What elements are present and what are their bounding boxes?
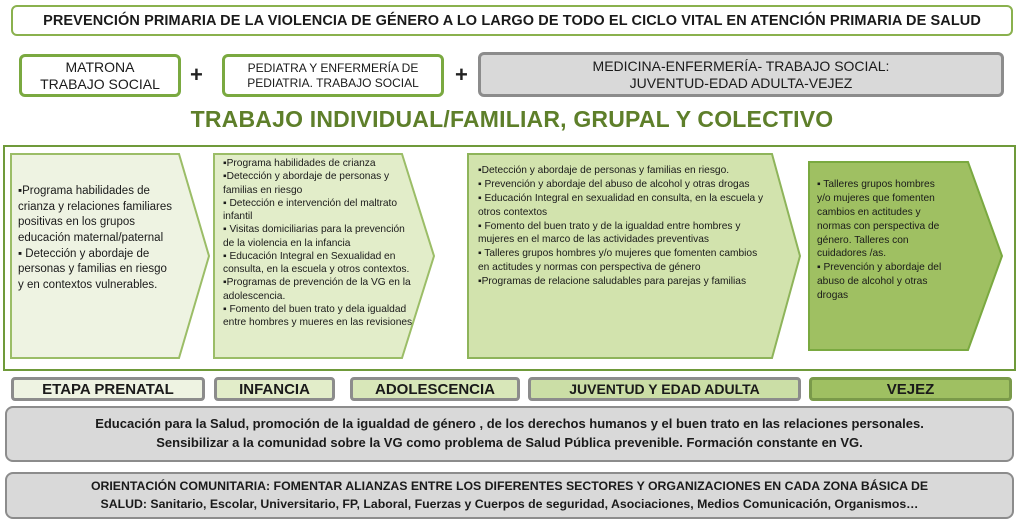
community-banner <box>5 472 1014 519</box>
panel-vejez <box>817 178 947 303</box>
list-item: ▪Detección y abordaje de personas y familias en riesgo <box>223 171 390 196</box>
list-item: ▪Programas de relacione saludables para parejas y familias <box>478 276 747 287</box>
stage-vejez: VEJEZ <box>809 377 1012 401</box>
stage-infancia: INFANCIA <box>214 377 335 401</box>
list-item: ▪Programa habilidades de crianza y relaciones familiares positivas en los grupos educación maternal/paternal <box>18 185 173 244</box>
list-item: ▪Detección y abordaje de personas y familias en riesgo. <box>478 165 730 176</box>
banner-line: Educación para la Salud, promoción de la igualdad de género , de los derechos humanos y el buen trato en las relaciones personales. <box>95 416 924 432</box>
list-item: ▪ Talleres grupos hombres y/o mujeres que fomenten cambios en actitudes y normas con perspectiva de género. Talleres con cuidadores /as. <box>817 179 940 260</box>
role-line: PEDIATRA Y ENFERMERÍA DE <box>247 61 419 76</box>
stage-adolescencia: ADOLESCENCIA <box>350 377 520 401</box>
role-line: MEDICINA-ENFERMERÍA- TRABAJO SOCIAL: <box>592 57 890 74</box>
list-item: ▪ Fomento del buen trato y de la igualdad entre hombres y mujeres en el marco de las actividades preventivas <box>478 220 741 246</box>
panel-adolescencia-juventud <box>478 164 768 289</box>
list-item: ▪ Visitas domiciliarias para la prevención de la violencia en la infancia <box>223 224 405 249</box>
list-item: ▪Programa habilidades de crianza <box>223 158 376 169</box>
plus-sign: + <box>455 62 468 87</box>
list-item: ▪ Detección y abordaje de personas y familias en riesgo y en contextos vulnerables. <box>18 247 167 291</box>
list-item: ▪ Prevención y abordaje del abuso de alcohol y otras drogas <box>478 178 750 190</box>
list-item: ▪ Educación Integral en sexualidad en consulta, en la escuela y otros contextos <box>478 192 764 218</box>
stage-prenatal: ETAPA PRENATAL <box>11 377 205 401</box>
education-banner <box>5 406 1014 462</box>
list-item: ▪Programas de prevención de la VG en la adolescencia. <box>223 277 411 302</box>
role-line: TRABAJO SOCIAL <box>40 75 160 92</box>
list-item: ▪ Educación Integral en Sexualidad en consulta, en la escuela y otros contextos. <box>223 250 410 275</box>
panel-infancia <box>223 157 413 329</box>
stage-juventud: JUVENTUD Y EDAD ADULTA <box>528 377 801 401</box>
list-item: ▪ Prevención y abordaje del abuso de alcohol y otras drogas <box>817 262 942 301</box>
plus-sign: + <box>190 62 203 87</box>
list-item: ▪ Fomento del buen trato y dela igualdad entre hombres y mueres en las revisiones <box>223 303 413 328</box>
banner-line: SALUD: Sanitario, Escolar, Universitario, FP, Laboral, Fuerzas y Cuerpos de seguridad, Asociaciones, Medios Comunicación, Organismos… <box>100 496 919 511</box>
main-title: PREVENCIÓN PRIMARIA DE LA VIOLENCIA DE GÉNERO A LO LARGO DE TODO EL CICLO VITAL EN ATENCIÓN PRIMARIA DE SALUD <box>11 5 1013 36</box>
banner-line: ORIENTACIÓN COMUNITARIA: FOMENTAR ALIANZAS ENTRE LOS DIFERENTES SECTORES Y ORGANIZACIONES EN CADA ZONA BÁSICA DE <box>90 478 929 493</box>
section-subtitle: TRABAJO INDIVIDUAL/FAMILIAR, GRUPAL Y COLECTIVO <box>190 106 834 132</box>
role-line: PEDIATRIA. TRABAJO SOCIAL <box>247 75 419 90</box>
list-item: ▪ Detección e intervención del maltrato infantil <box>223 197 398 222</box>
list-item: ▪ Talleres grupos hombres y/o mujeres que fomenten cambios en actitudes y normas con perspectiva de género <box>478 248 758 274</box>
banner-line: Sensibilizar a la comunidad sobre la VG como problema de Salud Pública prevenible. Formación constante en VG. <box>156 435 863 450</box>
panel-prenatal <box>18 184 173 293</box>
role-line: MATRONA <box>65 58 135 75</box>
role-line: JUVENTUD-EDAD ADULTA-VEJEZ <box>629 74 853 91</box>
